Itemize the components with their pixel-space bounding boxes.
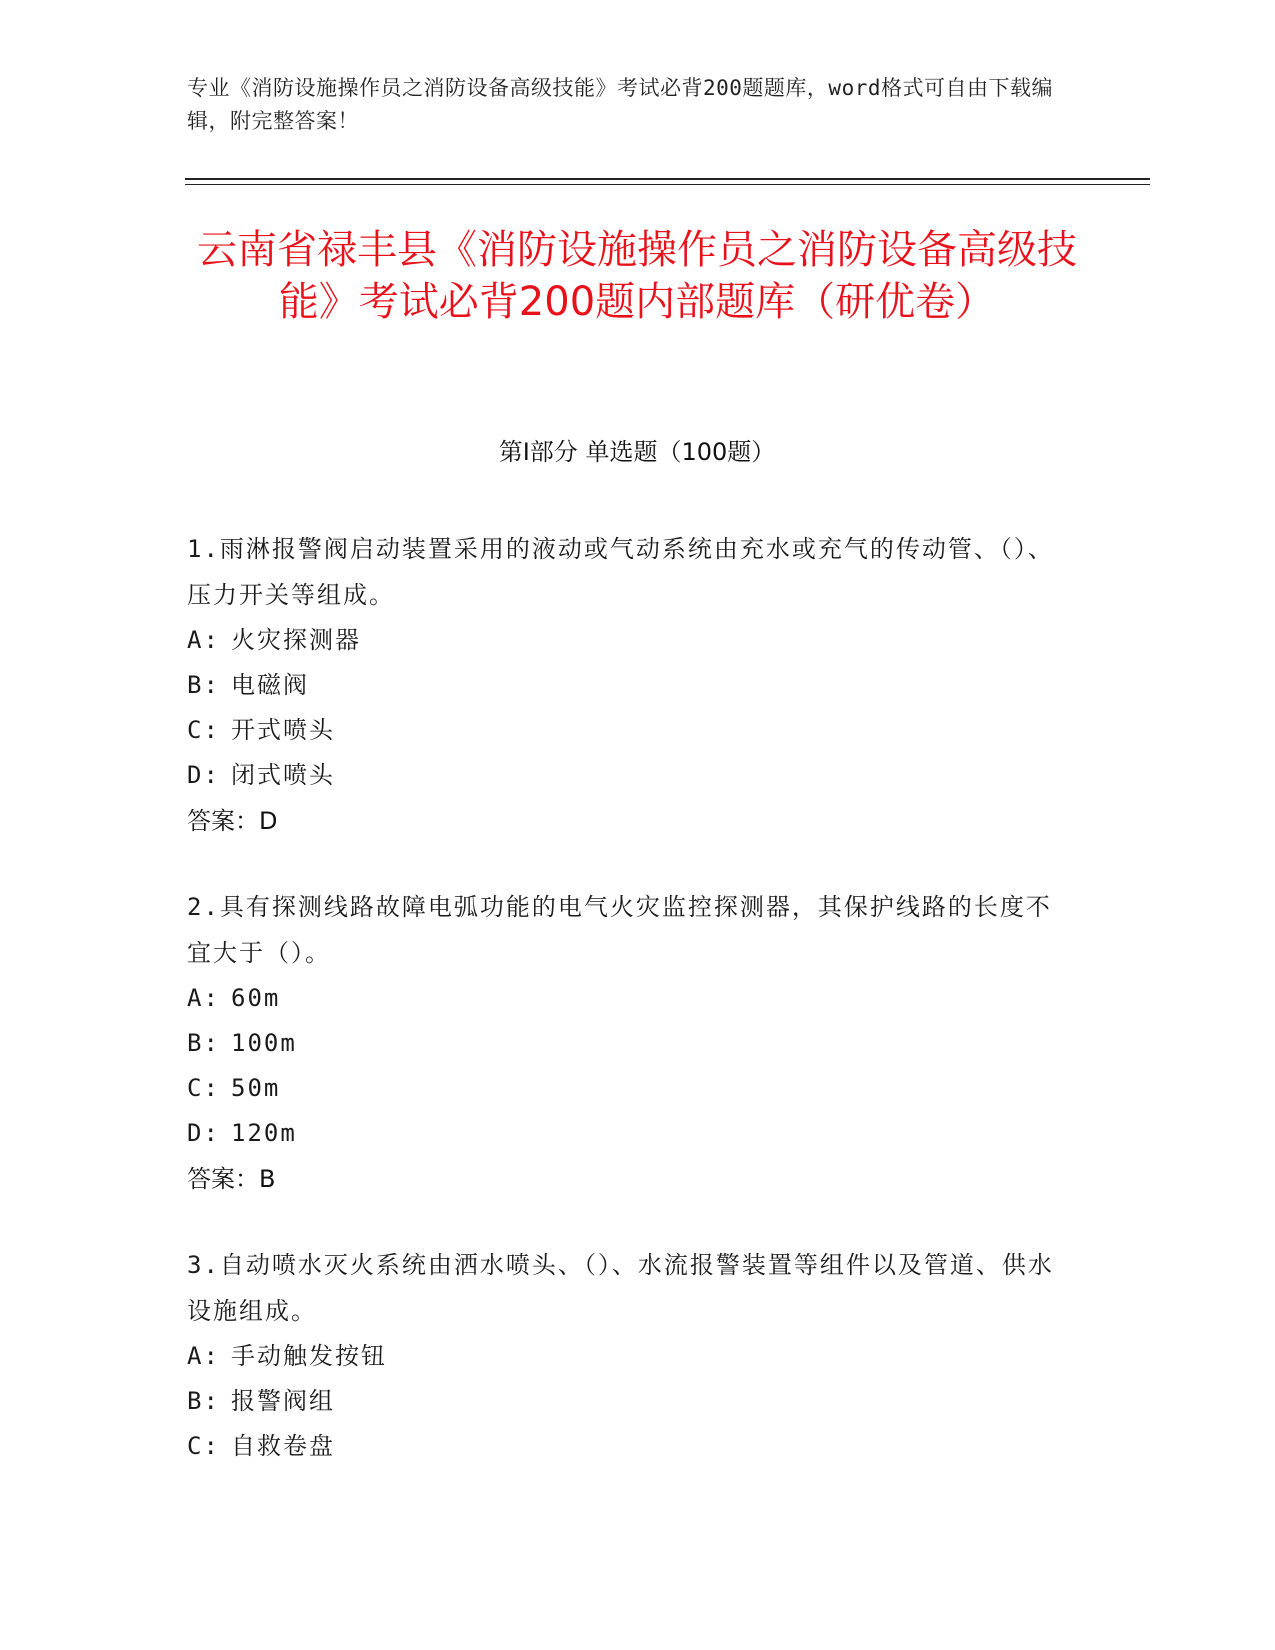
header-note: 专业《消防设施操作员之消防设备高级技能》考试必背200题题库，word格式可自由下载编辑，附完整答案！ xyxy=(187,76,1053,133)
option-a xyxy=(187,1334,1067,1379)
option-key: A: xyxy=(187,626,220,654)
option-key: D: xyxy=(187,1119,220,1147)
option-key: B: xyxy=(187,1387,220,1415)
option-text: 100m xyxy=(231,1029,297,1057)
option-text: 火灾探测器 xyxy=(231,626,361,654)
document-title: 云南省禄丰县《消防设施操作员之消防设备高级技能》考试必背200题内部题库（研优卷） xyxy=(197,227,1077,325)
question-stem: 1.雨淋报警阀启动装置采用的液动或气动系统由充水或充气的传动管、（）、压力开关等组成。 xyxy=(187,535,1054,609)
option-text: 报警阀组 xyxy=(231,1387,335,1415)
question-1 xyxy=(187,526,1067,844)
option-text: 120m xyxy=(231,1119,297,1147)
option-d xyxy=(187,1111,1067,1156)
option-text: 自救卷盘 xyxy=(231,1432,335,1460)
option-key: B: xyxy=(187,671,220,699)
option-c xyxy=(187,708,1067,753)
option-text: 电磁阀 xyxy=(231,671,309,699)
option-b xyxy=(187,663,1067,708)
option-key: A: xyxy=(187,984,220,1012)
option-b xyxy=(187,1021,1067,1066)
option-text: 60m xyxy=(231,984,281,1012)
option-a xyxy=(187,976,1067,1021)
option-key: B: xyxy=(187,1029,220,1057)
option-d xyxy=(187,753,1067,798)
option-c xyxy=(187,1066,1067,1111)
question-stem: 3.自动喷水灭火系统由洒水喷头、（）、水流报警装置等组件以及管道、供水设施组成。 xyxy=(187,1251,1054,1325)
answer-line: 答案：B xyxy=(187,1165,276,1193)
question-2 xyxy=(187,884,1067,1202)
header-divider xyxy=(185,178,1150,180)
option-key: C: xyxy=(187,716,220,744)
question-3 xyxy=(187,1242,1067,1469)
option-text: 开式喷头 xyxy=(231,716,335,744)
question-list xyxy=(187,526,1067,1509)
answer-line: 答案：D xyxy=(187,807,278,835)
option-key: D: xyxy=(187,761,220,789)
section-title: 第Ⅰ部分 单选题（100题） xyxy=(498,438,776,466)
option-key: C: xyxy=(187,1074,220,1102)
option-text: 手动触发按钮 xyxy=(231,1342,387,1370)
option-c xyxy=(187,1424,1067,1469)
option-key: C: xyxy=(187,1432,220,1460)
option-key: A: xyxy=(187,1342,220,1370)
option-b xyxy=(187,1379,1067,1424)
option-text: 50m xyxy=(231,1074,281,1102)
header-divider-thin xyxy=(185,184,1150,185)
option-a xyxy=(187,618,1067,663)
option-text: 闭式喷头 xyxy=(231,761,335,789)
question-stem: 2.具有探测线路故障电弧功能的电气火灾监控探测器，其保护线路的长度不宜大于（）。 xyxy=(187,893,1052,967)
